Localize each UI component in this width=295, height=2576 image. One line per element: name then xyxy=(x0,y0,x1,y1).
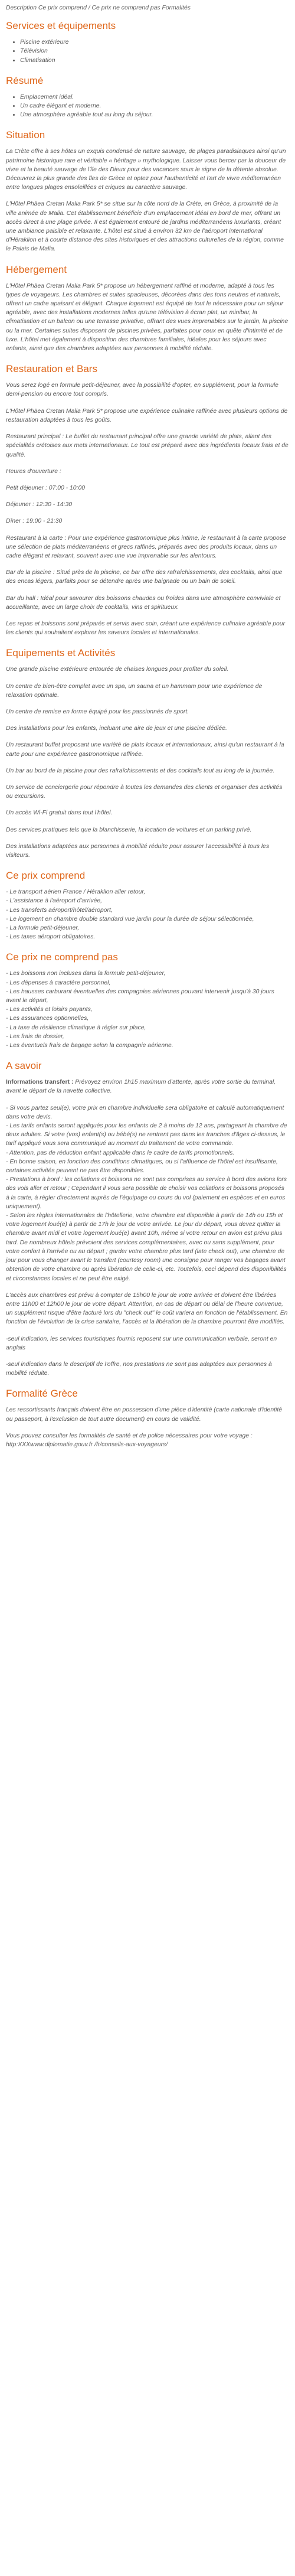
restauration-paragraph: Restaurant à la carte : Pour une expérience gastronomique plus intime, le restaurant à la carte propose une sélection de plats méditerranéens et grecs raffinés, préparés avec des produits locaux, dans un cadre élégant et relaxant, souvent avec une vue imprenable sur les alentours. xyxy=(6,534,286,559)
restauration-section xyxy=(6,363,289,637)
restauration-title: Restauration et Bars xyxy=(6,363,97,375)
services-title: Services et équipements xyxy=(6,20,116,32)
services-section xyxy=(6,19,289,65)
equipements-title: Equipements et Activités xyxy=(6,647,116,659)
restauration-paragraph: L'Hôtel Phäea Cretan Malia Park 5* propose une expérience culinaire raffinée avec plusieurs options de restauration adaptées à tous les goûts. xyxy=(6,407,288,423)
a-savoir-title: A savoir xyxy=(6,1060,42,1072)
list-item: • Une atmosphère agréable tout au long du séjour. xyxy=(20,110,289,119)
list-item: • Piscine extérieure xyxy=(20,38,289,47)
list-item: • Climatisation xyxy=(20,56,289,65)
price-includes-list xyxy=(6,888,289,941)
breakfast-hours: Petit déjeuner : 07:00 - 10:00 xyxy=(6,484,86,491)
list-item: - Les tarifs enfants seront appliqués pour les enfants de 2 à moins de 12 ans, partageant la chambre de deux adultes. Si votre (vos) enfant(s) ou bébé(s) ne rentrent pas dans les tranches d'âges ci-dessus, le tarif appliqué vous sera communiqué au moment du traitement de votre commande. xyxy=(6,1123,287,1147)
lunch-hours: Déjeuner : 12:30 - 14:30 xyxy=(6,501,73,508)
equipement-paragraph: Un centre de bien-être complet avec un spa, un sauna et un hammam pour une expérience de relaxation optimale. xyxy=(6,683,263,699)
restauration-paragraph: Bar de la piscine : Situé près de la piscine, ce bar offre des rafraîchissements, des cocktails, ainsi que des encas légers, parfaits pour se détendre après une baignade ou un bain de soleil. xyxy=(6,569,283,585)
equipement-paragraph: Un centre de remise en forme équipé pour les passionnés de sport. xyxy=(6,708,189,715)
list-item: - Le logement en chambre double standard vue jardin pour la durée de séjour sélectionnée, xyxy=(6,915,254,922)
price-excludes-title: Ce prix ne comprend pas xyxy=(6,951,118,963)
list-item: - L'assistance à l'aéroport d'arrivée, xyxy=(6,898,103,905)
list-item: - La taxe de résilience climatique à régler sur place, xyxy=(6,1024,146,1031)
list-item: - Les taxes aéroport obligatoires. xyxy=(6,934,96,941)
restauration-paragraph: Restaurant principal : Le buffet du restaurant principal offre une grande variété de plats, allant des spécialités crétoises aux mets internationaux. Le tout est préparé avec des ingrédients locaux frais et de qualité. xyxy=(6,433,289,458)
list-item: - En bonne saison, en fonction des conditions climatiques, ou si l'affluence de l'hôtel est insuffisante, certaines activités peuvent ne pas être disponibles. xyxy=(6,1158,278,1175)
formalite-paragraph: Les ressortissants français doivent être en possession d'une pièce d'identité (carte nationale d'identité ou passeport, à l'exclusion de tout autre document) en cours de validité. xyxy=(6,1407,283,1423)
situation-title: Situation xyxy=(6,129,45,141)
resume-title: Résumé xyxy=(6,74,44,86)
transfer-info-label: Informations transfert : xyxy=(6,1079,74,1086)
a-savoir-paragraph: L'accès aux chambres est prévu à compter de 15h00 le jour de votre arrivée et doivent être libérées entre 11h00 et 12h00 le jour de votre départ. Attention, en cas de départ ou délai de l'heure convenue, un supplément risque d'être facturé lors du "check out" le coût variera en fonction de l'établissement. En fonction de l'évolution de la crise sanitaire, l'accès et la libération de la chambre pourront être modifiés. xyxy=(6,1292,288,1326)
list-item: - Le transport aérien France / Héraklion aller retour, xyxy=(6,889,146,896)
price-includes-section xyxy=(6,869,289,941)
dinner-hours: Dîner : 19:00 - 21:30 xyxy=(6,518,63,525)
list-item: - Les hausses carburant éventuelles des compagnies aériennes pouvant intervenir jusqu'à 30 jours avant le départ, xyxy=(6,988,274,1005)
hebergement-section xyxy=(6,263,289,354)
list-item: - Les boissons non incluses dans la formule petit-déjeuner, xyxy=(6,970,166,977)
equipement-paragraph: Un bar au bord de la piscine pour des rafraîchissements et des cocktails tout au long de la journée. xyxy=(6,767,275,774)
list-item: - Si vous partez seul(e), votre prix en chambre individuelle sera obligatoire et calculé automatiquement dans votre devis. xyxy=(6,1104,284,1120)
list-item: - Les assurances optionnelles, xyxy=(6,1015,89,1022)
price-excludes-section xyxy=(6,951,289,1050)
list-item: - La formule petit-déjeuner, xyxy=(6,925,80,931)
transfer-info-text: Prévoyez environ 1h15 maximum d'attente, après votre sortie du terminal, avant le départ de la navette collective. xyxy=(6,1079,276,1095)
a-savoir-notes xyxy=(6,1104,289,1283)
list-item: - Prestations à bord : les collations et boissons ne sont pas comprises au service à bord des avions lors des vols aller et retour ; Cependant il vous sera possible de choisir vos collations et boissons proposés à la carte, à régler directement auprès de l'équipage ou cours du vol (paiement en espèces et en euros uniquement). xyxy=(6,1176,287,1210)
situation-paragraph: L'Hôtel Phäea Cretan Malia Park 5* se situe sur la côte nord de la Crète, en Grèce, à proximité de la ville animée de Malia. Cet établissement bénéficie d'un emplacement idéal en bord de mer, offrant un accès direct à une plage privée. Il est également entouré de jardins méditerranéens luxuriants, créant une ambiance paisible et relaxante. L'hôtel est situé à environ 32 km de l'aéroport international d'Héraklion et à courte distance des sites historiques et des attractions culturelles de la région, comme le Palais de Malia. xyxy=(6,201,284,253)
restauration-paragraph: Bar du hall : Idéal pour savourer des boissons chaudes ou froides dans une atmosphère conviviale et accueillante, avec un large choix de cocktails, vins et spiritueux. xyxy=(6,595,281,611)
hebergement-paragraph: L'Hôtel Phäea Cretan Malia Park 5* propose un hébergement raffiné et moderne, adapté à tous les types de voyageurs. Les chambres et suites spacieuses, décorées dans des tons neutres et naturels, offrent un cadre apaisant et élégant. Chaque logement est équipé de tout le nécessaire pour un séjour agréable, avec des installations modernes telles qu'une télévision à écran plat, un minibar, la climatisation et un balcon ou une terrasse privative, offrant des vues imprenables sur le jardin, la piscine ou la mer. Certaines suites disposent de piscines privées, parfaites pour ceux en quête d'intimité et de luxe. L'hôtel met également à disposition des chambres familiales, idéales pour les séjours avec enfants, ainsi que des chambres adaptées aux personnes à mobilité réduite. xyxy=(6,282,289,353)
equipement-paragraph: Une grande piscine extérieure entourée de chaises longues pour profiter du soleil. xyxy=(6,666,229,673)
formalite-link-paragraph[interactable]: Vous pouvez consulter les formalités de santé et de police nécessaires pour votre voyage : http:XXXwww.diplomatie.gouv.fr /fr/conseils-aux-voyageurs/ xyxy=(6,1432,253,1448)
formalite-section xyxy=(6,1387,289,1449)
list-item: - Les transferts aéroport/hôtel/aéroport, xyxy=(6,907,113,914)
equipement-paragraph: Des services pratiques tels que la blanchisserie, la location de voitures et un parking privé. xyxy=(6,826,252,833)
transfer-info-paragraph xyxy=(6,1078,289,1095)
list-item: - Selon les règles internationales de l'hôtellerie, votre chambre est disponible à partir de 14h ou 15h et votre logement loué(e) à partir de 17h le jour de votre arrivée. Le jour du départ, vous devez quitter la chambre avant midi et votre logement loué(e) avant 10h, même si votre retour en avion est prévu plus tard. De nombreux hôtels prévoient des services complémentaires, avec ou sans supplément, pour votre confort à l'arrivée ou au départ ; garder votre chambre plus tard (late check out), une chambre de jour pour vous changer avant le transfert (courtesy room) une consigne pour ranger vos bagages avant obtention de votre chambre ou après libération de celle-ci, etc. Toutefois, ceci dépend des disponibilités et circonstances locales et ne peut être exigé. xyxy=(6,1212,287,1282)
list-item: - Les dépenses à caractère personnel, xyxy=(6,979,111,986)
equipements-section xyxy=(6,647,289,860)
a-savoir-paragraph: -seul indication dans le descriptif de l'offre, nos prestations ne sont pas adaptées aux personnes à mobilité réduite. xyxy=(6,1361,272,1377)
list-item: • Emplacement idéal. xyxy=(20,93,289,102)
resume-section xyxy=(6,74,289,120)
equipement-paragraph: Un service de conciergerie pour répondre à toutes les demandes des clients et organiser des activités ou excursions. xyxy=(6,784,283,800)
description-tabs: Description Ce prix comprend / Ce prix ne comprend pas Formalités xyxy=(6,5,191,11)
opening-hours-label: Heures d'ouverture : xyxy=(6,468,61,475)
restauration-paragraph: Les repas et boissons sont préparés et servis avec soin, créant une expérience culinaire agréable pour les clients qui souhaitent explorer les saveurs locales et internationales. xyxy=(6,620,286,637)
equipement-paragraph: Des installations pour les enfants, incluant une aire de jeux et une piscine dédiée. xyxy=(6,725,227,732)
price-excludes-list xyxy=(6,969,289,1050)
services-list xyxy=(6,38,289,65)
a-savoir-paragraph: -seul indication, les services touristiques fournis reposent sur une communication verbale, seront en anglais xyxy=(6,1335,277,1351)
list-item: - Les frais de dossier, xyxy=(6,1033,64,1040)
equipement-paragraph: Un restaurant buffet proposant une variété de plats locaux et internationaux, ainsi qu'un restaurant à la carte pour une expérience gastronomique raffinée. xyxy=(6,742,284,758)
hebergement-title: Hébergement xyxy=(6,263,67,275)
list-item: • Télévision xyxy=(20,47,289,56)
equipement-paragraph: Des installations adaptées aux personnes à mobilité réduite pour assurer l'accessibilité à tous les visiteurs. xyxy=(6,843,270,859)
a-savoir-section xyxy=(6,1059,289,1378)
formalite-title: Formalité Grèce xyxy=(6,1388,78,1400)
list-item: - Les activités et loisirs payants, xyxy=(6,1006,93,1013)
situation-section xyxy=(6,129,289,253)
restauration-paragraph: Vous serez logé en formule petit-déjeuner, avec la possibilité d'opter, en supplément, pour la formule demi-pension ou encore tout compris. xyxy=(6,382,278,398)
situation-paragraph: La Crète offre à ses hôtes un exquis condensé de nature sauvage, de plages paradisiaques ainsi qu'un patrimoine historique rare et véritable « héritage » mythologique. Laisser vous bercer par la douceur de vivre et la beauté sauvage de l'île des Dieux pour des vacances sous le signe de la détente absolue. Découvrez la plus grande des îles de Grèce et optez pour l'authenticité et l'art de vivre méditerranéen entre longues plages ensoleillées et criques au caractère sauvage. xyxy=(6,148,286,191)
price-includes-title: Ce prix comprend xyxy=(6,870,86,882)
list-item: - Les éventuels frais de bagage selon la compagnie aérienne. xyxy=(6,1042,173,1049)
list-item: - Attention, pas de réduction enfant applicable dans le cadre de tarifs promotionnels. xyxy=(6,1149,235,1156)
list-item: • Un cadre élégant et moderne. xyxy=(20,102,289,110)
equipement-paragraph: Un accès Wi-Fi gratuit dans tout l'hôtel. xyxy=(6,810,113,817)
resume-list xyxy=(6,93,289,120)
